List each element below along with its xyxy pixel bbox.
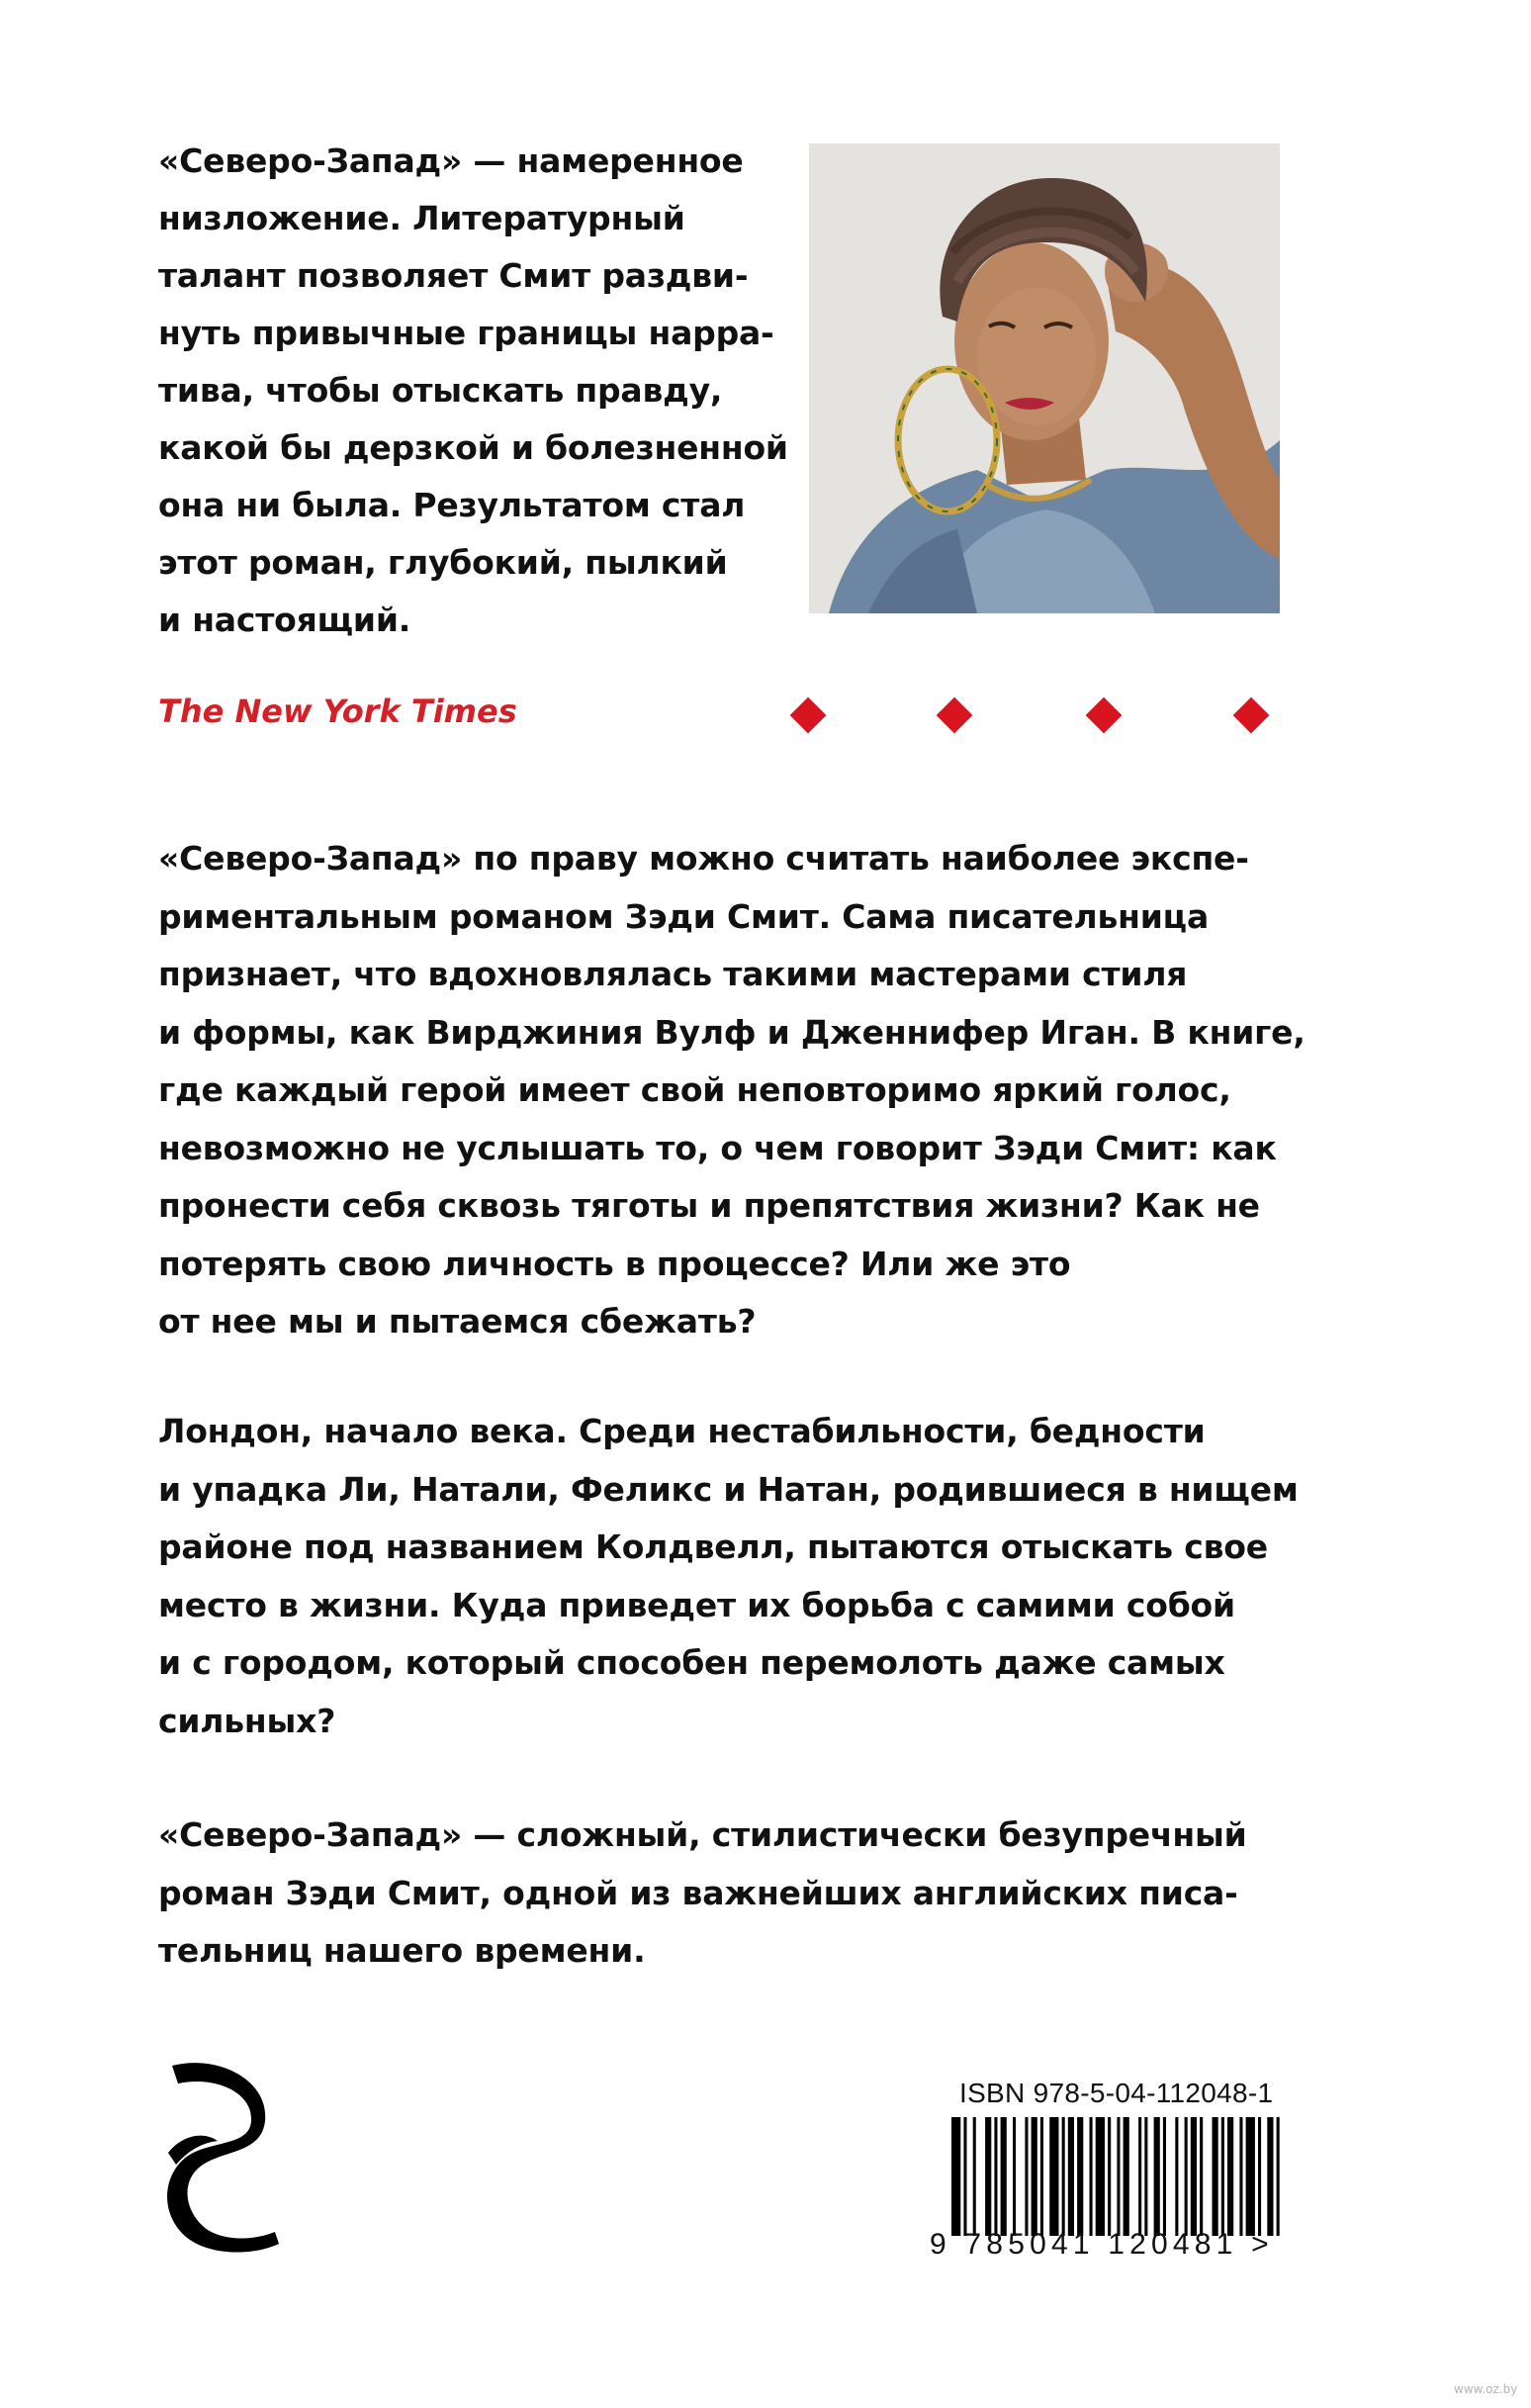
description-paragraph-1 — [158, 830, 1325, 1351]
paragraph-line: невозможно не услышать то, о чем говорит Зэди Смит: как — [158, 1128, 1277, 1167]
paragraph-line: риментальным романом Зэди Смит. Сама писательница — [158, 896, 1210, 936]
barcode-bar — [1013, 2117, 1016, 2236]
barcode-bar — [1185, 2117, 1188, 2236]
barcode-bar — [1277, 2117, 1280, 2236]
paragraph-line: сильных? — [158, 1701, 336, 1740]
diamond-icon — [1233, 697, 1270, 734]
barcode-bar — [973, 2117, 976, 2236]
barcode — [949, 2117, 1286, 2236]
barcode-bar — [1062, 2117, 1065, 2236]
barcode-bar — [1144, 2117, 1147, 2236]
watermark: www.oz.by — [1454, 2382, 1518, 2396]
paragraph-line: от нее мы и пытаемся сбежать? — [158, 1302, 757, 1341]
barcode-bar — [1090, 2117, 1093, 2236]
author-photo — [809, 143, 1280, 613]
barcode-bar — [1025, 2117, 1028, 2236]
paragraph-line: районе под названием Колдвелл, пытаются отыскать свое — [158, 1528, 1268, 1566]
quote-line: какой бы дерзкой и болезненной — [158, 428, 788, 467]
eksmo-logo-icon — [158, 2046, 297, 2254]
barcode-bar — [1246, 2117, 1255, 2236]
decorative-diamonds — [781, 693, 1286, 742]
quote-line: она ни была. Результатом стал — [158, 486, 746, 524]
diamond-icon — [1086, 697, 1123, 734]
description-paragraph-3 — [158, 1806, 1325, 1981]
barcode-bar — [1163, 2117, 1166, 2236]
paragraph-line: и упадка Ли, Натали, Феликс и Натан, родившиеся в нищем — [158, 1469, 1299, 1509]
paragraph-line: роман Зэди Смит, одной из важнейших английских писа- — [158, 1873, 1238, 1912]
barcode-bar — [963, 2117, 966, 2236]
quote-line: этот роман, глубокий, пылкий — [158, 543, 728, 582]
barcode-bar — [1049, 2117, 1058, 2236]
paragraph-line: «Северо-Запад» по праву можно считать наиболее экспе- — [158, 839, 1249, 878]
quote-line: талант позволяет Смит раздви- — [158, 256, 749, 295]
barcode-bar — [951, 2117, 960, 2236]
barcode-bar — [1108, 2117, 1111, 2236]
barcode-bar — [1239, 2117, 1242, 2236]
quote-line: нуть привычные границы нарра- — [158, 314, 774, 352]
quote-line: «Северо-Запад» — намеренное — [158, 141, 744, 180]
barcode-bar — [1221, 2117, 1224, 2236]
diamond-icon — [790, 697, 827, 734]
barcode-bar — [985, 2117, 991, 2236]
barcode-bar — [1191, 2117, 1197, 2236]
quote-line: и настоящий. — [158, 601, 411, 639]
barcode-bar — [1117, 2117, 1120, 2236]
barcode-bar — [1227, 2117, 1233, 2236]
paragraph-line: тельниц нашего времени. — [158, 1931, 646, 1970]
barcode-bar — [1077, 2117, 1083, 2236]
barcode-bar — [1213, 2117, 1218, 2236]
barcode-bar — [1001, 2117, 1007, 2236]
barcode-bar — [1138, 2117, 1141, 2236]
barcode-bar — [1096, 2117, 1105, 2236]
paragraph-line: признает, что вдохновлялась такими мастерами стиля — [158, 955, 1188, 993]
paragraph-line: место в жизни. Куда приведет их борьба с самими собой — [158, 1585, 1235, 1624]
barcode-bar — [994, 2117, 997, 2236]
barcode-bar — [1154, 2117, 1160, 2236]
barcode-bar — [1200, 2117, 1203, 2236]
diamond-icon — [937, 697, 973, 734]
paragraph-line: и с городом, который способен перемолоть даже самых — [158, 1643, 1225, 1682]
barcode-bar — [1124, 2117, 1129, 2236]
barcode-bar — [1258, 2117, 1261, 2236]
quote-line: тива, чтобы отыскать правду, — [158, 371, 723, 410]
barcode-bar — [1175, 2117, 1178, 2236]
paragraph-line: потерять свою личность в процессе? Или же это — [158, 1244, 1071, 1283]
barcode-bar — [1040, 2117, 1043, 2236]
quote-source: The New York Times — [158, 693, 517, 730]
barcode-digits: 9 785041 120481 > — [930, 2228, 1274, 2261]
description-paragraph-2 — [158, 1403, 1325, 1750]
barcode-bar — [1267, 2117, 1273, 2236]
paragraph-line: Лондон, начало века. Среди нестабильности, бедности — [158, 1412, 1206, 1450]
barcode-bar — [1068, 2117, 1074, 2236]
isbn-label: ISBN 978-5-04-112048-1 — [959, 2078, 1274, 2108]
barcode-bar — [1032, 2117, 1037, 2236]
paragraph-line: пронести себя сквозь тяготы и препятствия жизни? Как не — [158, 1186, 1260, 1225]
press-quote — [158, 133, 788, 649]
paragraph-line: где каждый герой имеет свой неповторимо яркий голос, — [158, 1070, 1231, 1109]
paragraph-line: и формы, как Вирджиния Вулф и Дженнифер Иган. В книге, — [158, 1012, 1306, 1052]
paragraph-line: «Северо-Запад» — сложный, стилистически безупречный — [158, 1815, 1247, 1854]
quote-line: низложение. Литературный — [158, 199, 685, 237]
